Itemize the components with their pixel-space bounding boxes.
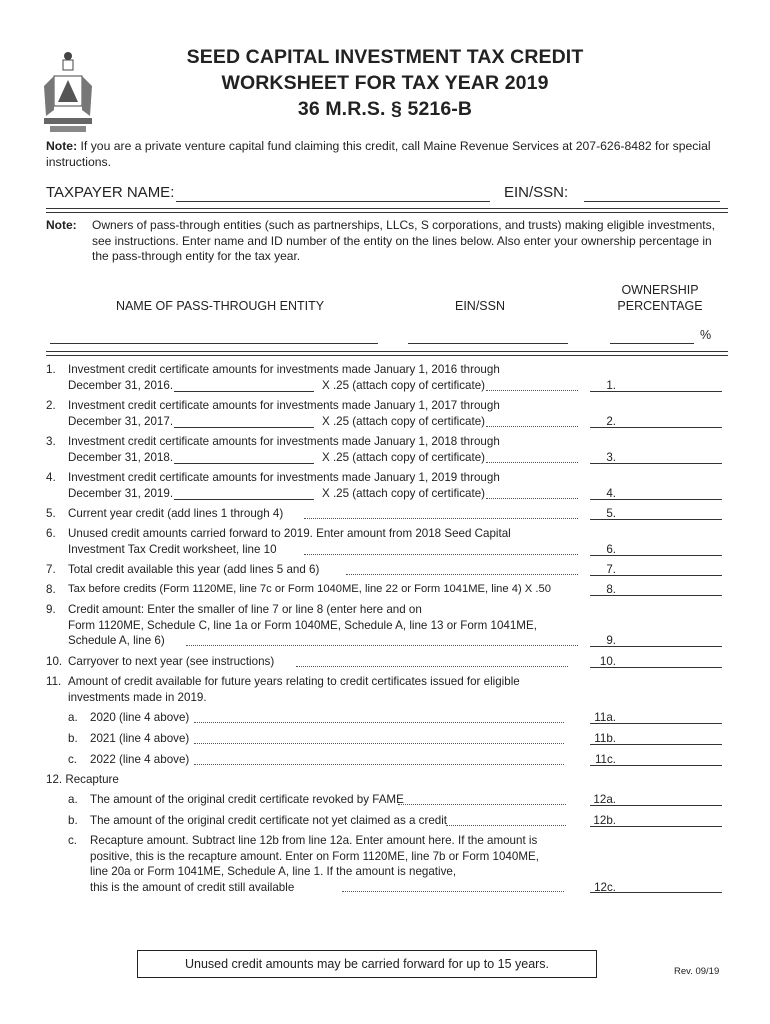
leader-dots [194, 763, 564, 765]
leader-dots [486, 389, 578, 391]
line-ref: 12a. [593, 793, 616, 806]
multiplier-text: X .25 (attach copy of certificate) [322, 378, 486, 392]
line-12 [46, 772, 728, 788]
line-number: 2. [46, 399, 56, 412]
line-ref: 12b. [593, 814, 616, 827]
line-number: 8. [46, 583, 56, 596]
multiplier-text: X .25 (attach copy of certificate) [322, 450, 486, 464]
leader-dots [296, 665, 568, 667]
entity-note-text: Owners of pass-through entities (such as partnerships, LLCs, S corporations, and trusts) making eligible investments, see instructions. Enter name and ID number of the entity on the lines below. Also enter your ownership percentage in the pass-through entity for the tax year. [92, 218, 715, 263]
entity-note-label: Note: [46, 218, 77, 232]
line-text: 12. Recapture [46, 773, 119, 786]
line-12a-amount-field[interactable] [590, 804, 722, 806]
line-letter: b. [68, 814, 78, 827]
line-ref: 11c. [594, 753, 616, 766]
leader-dots [342, 890, 564, 892]
line-1 [46, 362, 728, 394]
carryforward-notice: Unused credit amounts may be carried forward for up to 15 years. [137, 950, 597, 978]
line-1-certificate-field[interactable] [174, 390, 314, 392]
line-9-amount-field[interactable] [590, 645, 722, 647]
line-6 [46, 526, 728, 558]
line-text: line 20a or Form 1041ME, Schedule A, line 1. If the amount is negative, [90, 865, 457, 878]
line-10-amount-field[interactable] [590, 666, 722, 668]
leader-dots [186, 644, 578, 646]
entity-ein-field[interactable] [408, 342, 568, 344]
line-number: 1. [46, 363, 56, 376]
line-11c-amount-field[interactable] [590, 764, 722, 766]
leader-dots [486, 497, 578, 499]
line-2 [46, 398, 728, 430]
leader-dots [194, 742, 564, 744]
line-text: Schedule A, line 6) [68, 634, 165, 647]
line-ref: 6. [606, 542, 616, 556]
col-header-pct [610, 282, 710, 314]
line-text: Recapture amount. Subtract line 12b from line 12a. Enter amount here. If the amount is [90, 834, 538, 847]
line-ref: 12c. [594, 880, 616, 894]
line-text: December 31, 2019. [68, 486, 174, 500]
line-12b [46, 813, 728, 829]
form-title-line2: WORKSHEET FOR TAX YEAR 2019 [221, 72, 549, 94]
line-text: Investment Tax Credit worksheet, line 10 [68, 542, 277, 556]
form-title-line1: SEED CAPITAL INVESTMENT TAX CREDIT [186, 46, 584, 68]
line-ref: 9. [606, 634, 616, 647]
line-text: Tax before credits (Form 1120ME, line 7c or Form 1040ME, line 22 or Form 1041ME, line 4) X .50 [68, 583, 551, 595]
divider [46, 208, 728, 213]
line-12a [46, 792, 728, 808]
revision-date: Rev. 09/19 [674, 966, 720, 977]
line-ref: 11b. [594, 732, 616, 745]
line-4 [46, 470, 728, 502]
line-text: The amount of the original credit certificate not yet claimed as a credit [90, 814, 448, 827]
leader-dots [486, 461, 578, 463]
leader-dots [486, 425, 578, 427]
line-ref: 8. [606, 583, 616, 596]
multiplier-text: X .25 (attach copy of certificate) [322, 486, 486, 500]
col-header-ein: EIN/SSN [454, 299, 505, 313]
leader-dots [194, 721, 564, 723]
line-4-amount-field[interactable] [590, 498, 722, 500]
line-text: Current year credit (add lines 1 through 4) [68, 507, 284, 520]
state-seal-image [34, 46, 102, 136]
top-note-text: If you are a private venture capital fund claiming this credit, call Maine Revenue Services at 207-626-8482 for special instructions. [46, 139, 711, 169]
line-text: Form 1120ME, Schedule C, line 1a or Form 1040ME, Schedule A, line 13 or Form 1041ME, [68, 618, 537, 632]
line-text: positive, this is the recapture amount. Enter on Form 1120ME, line 7b or Form 1040ME, [90, 849, 539, 863]
line-text: December 31, 2018. [68, 450, 174, 464]
line-7 [46, 562, 728, 578]
line-text: Investment credit certificate amounts for investments made January 1, 2018 through [68, 435, 500, 448]
line-text: Investment credit certificate amounts for investments made January 1, 2016 through [68, 363, 500, 376]
line-3-certificate-field[interactable] [174, 462, 314, 464]
top-note-label: Note: [46, 139, 78, 153]
line-12b-amount-field[interactable] [590, 825, 722, 827]
leader-dots [304, 517, 578, 519]
line-ref: 10. [599, 655, 616, 668]
line-11b [46, 731, 728, 747]
line-4-certificate-field[interactable] [174, 498, 314, 500]
ein-field[interactable] [584, 200, 720, 202]
line-number: 6. [46, 527, 56, 540]
line-1-amount-field[interactable] [590, 390, 722, 392]
line-letter: a. [68, 711, 78, 724]
taxpayer-name-field[interactable] [176, 200, 490, 202]
line-text: Amount of credit available for future years relating to credit certificates issued for eligible [68, 675, 520, 688]
line-7-amount-field[interactable] [590, 574, 722, 576]
line-number: 10. [46, 655, 63, 668]
line-2-certificate-field[interactable] [174, 426, 314, 428]
line-text: December 31, 2017. [68, 414, 174, 428]
line-number: 7. [46, 563, 56, 576]
leader-dots [398, 803, 566, 805]
entity-pct-field[interactable] [610, 342, 694, 344]
line-text: Unused credit amounts carried forward to 2019. Enter amount from 2018 Seed Capital [68, 527, 511, 540]
line-6-amount-field[interactable] [590, 554, 722, 556]
line-number: 11. [46, 675, 62, 688]
line-text: Credit amount: Enter the smaller of line 7 or line 8 (enter here and on [68, 603, 422, 616]
line-5 [46, 506, 728, 522]
line-number: 4. [46, 471, 56, 484]
line-ref: 11a. [594, 711, 616, 724]
line-letter: c. [68, 753, 78, 766]
line-number: 5. [46, 507, 56, 520]
pct-symbol: % [700, 328, 712, 342]
line-number: 9. [46, 603, 56, 616]
taxpayer-name-label: TAXPAYER NAME: [46, 184, 175, 201]
line-12c-amount-field[interactable] [590, 891, 722, 893]
line-text: Investment credit certificate amounts for investments made January 1, 2019 through [68, 471, 500, 484]
line-3-amount-field[interactable] [590, 462, 722, 464]
line-number: 3. [46, 435, 56, 448]
line-8-amount-field[interactable] [590, 594, 722, 596]
line-11c [46, 752, 728, 768]
line-3 [46, 434, 728, 466]
line-9 [46, 602, 728, 650]
leader-dots [304, 553, 578, 555]
line-text: 2021 (line 4 above) [90, 732, 190, 745]
multiplier-text: X .25 (attach copy of certificate) [322, 414, 486, 428]
line-text: December 31, 2016. [68, 378, 174, 392]
form-title-line3: 36 M.R.S. § 5216-B [297, 98, 473, 120]
line-ref: 1. [606, 378, 616, 392]
line-letter: a. [68, 793, 78, 806]
line-11 [46, 674, 728, 706]
line-11a [46, 710, 728, 726]
leader-dots [446, 824, 566, 826]
line-8 [46, 582, 728, 598]
line-2-amount-field[interactable] [590, 426, 722, 428]
line-5-amount-field[interactable] [590, 518, 722, 520]
line-10 [46, 654, 728, 670]
leader-dots [346, 573, 578, 575]
line-text: 2020 (line 4 above) [90, 711, 190, 724]
line-text: 2022 (line 4 above) [90, 753, 190, 766]
line-text: Carryover to next year (see instructions) [68, 655, 275, 668]
line-text: Total credit available this year (add lines 5 and 6) [68, 563, 320, 576]
ein-label: EIN/SSN: [504, 184, 569, 201]
line-ref: 2. [606, 414, 616, 428]
line-11b-amount-field[interactable] [590, 743, 722, 745]
line-ref: 5. [606, 507, 616, 520]
col-header-pct-2: PERCENTAGE [617, 299, 703, 313]
line-text: this is the amount of credit still available [90, 880, 295, 894]
col-header-name: NAME OF PASS-THROUGH ENTITY [115, 299, 325, 313]
top-note [46, 138, 736, 170]
line-ref: 4. [606, 486, 616, 500]
line-ref: 3. [606, 450, 616, 464]
line-text: investments made in 2019. [68, 690, 207, 704]
line-text: The amount of the original credit certificate revoked by FAME [90, 793, 404, 806]
col-header-pct-1: OWNERSHIP [621, 283, 699, 297]
line-letter: c. [68, 834, 78, 847]
line-12c [46, 833, 728, 897]
divider [46, 351, 728, 356]
line-ref: 7. [606, 563, 616, 576]
line-11a-amount-field[interactable] [590, 722, 722, 724]
line-letter: b. [68, 732, 78, 745]
line-text: Investment credit certificate amounts for investments made January 1, 2017 through [68, 399, 500, 412]
taxpayer-row [46, 184, 728, 208]
entity-name-field[interactable] [50, 342, 378, 344]
